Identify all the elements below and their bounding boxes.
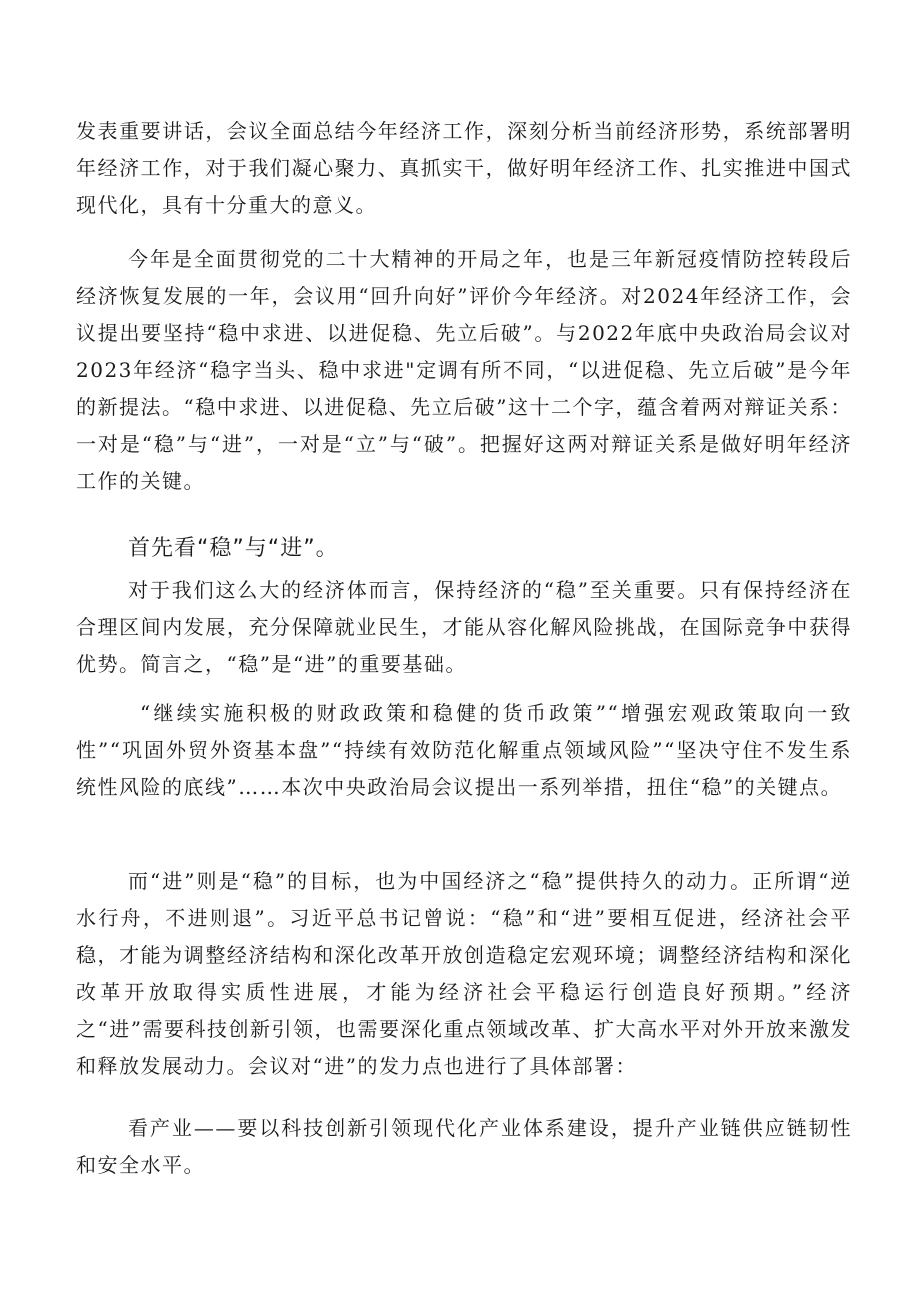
paragraph-industry: 看产业——要以科技创新引领现代化产业体系建设，提升产业链供应链韧性和安全水平。 bbox=[76, 1116, 852, 1177]
paragraph-overview: 今年是全面贯彻党的二十大精神的开局之年，也是三年新冠疫情防控转段后经济恢复发展的一年，会议用“回升向好”评价今年经济。对2024年经济工作，会议提出要坚持“稳中求进、以进促稳、先立后破”。与2022年底中央政治局会议对2023年经济“稳字当头、稳中求进"定调有所不同，“以进促稳、先立后破”是今年的新提法。“稳中求进、以进促稳、先立后破”这十二个字，蕴含着两对辩证关系：一对是“稳”与“进”，一对是“立”与“破”。把握好这两对辩证关系是做好明年经济工作的关键。 bbox=[76, 247, 852, 493]
section-heading-stability-progress: 首先看“稳”与“进”。 bbox=[128, 536, 339, 561]
paragraph-opening: 发表重要讲话，会议全面总结今年经济工作，深刻分析当前经济形势，系统部署明年经济工作，对于我们凝心聚力、真抓实干，做好明年经济工作、扎实推进中国式现代化，具有十分重大的意义。 bbox=[76, 119, 852, 217]
paragraph-policy-measures: “继续实施积极的财政政策和稳健的货币政策”“增强宏观政策取向一致性”“巩固外贸外资基本盘”“持续有效防范化解重点领域风险”“坚决守住不发生系统性风险的底线”……本次中央政治局会议提出一系列举措，扭住“稳”的关键点。 bbox=[76, 701, 852, 799]
paragraph-progress: 而“进”则是“稳”的目标，也为中国经济之“稳”提供持久的动力。正所谓“逆水行舟，不进则退”。习近平总书记曾说：“稳”和“进”要相互促进，经济社会平稳，才能为调整经济结构和深化改革开放创造稳定宏观环境；调整经济结构和深化改革开放取得实质性进展，才能为经济社会平稳运行创造良好预期。”经济之“进”需要科技创新引领，也需要深化重点领域改革、扩大高水平对外开放来激发和释放发展动力。会议对“进”的发力点也进行了具体部署： bbox=[76, 869, 852, 1078]
paragraph-stability: 对于我们这么大的经济体而言，保持经济的“稳”至关重要。只有保持经济在合理区间内发展，充分保障就业民生，才能从容化解风险挑战，在国际竞争中获得优势。简言之，“稳”是“进”的重要基础。 bbox=[76, 578, 852, 676]
